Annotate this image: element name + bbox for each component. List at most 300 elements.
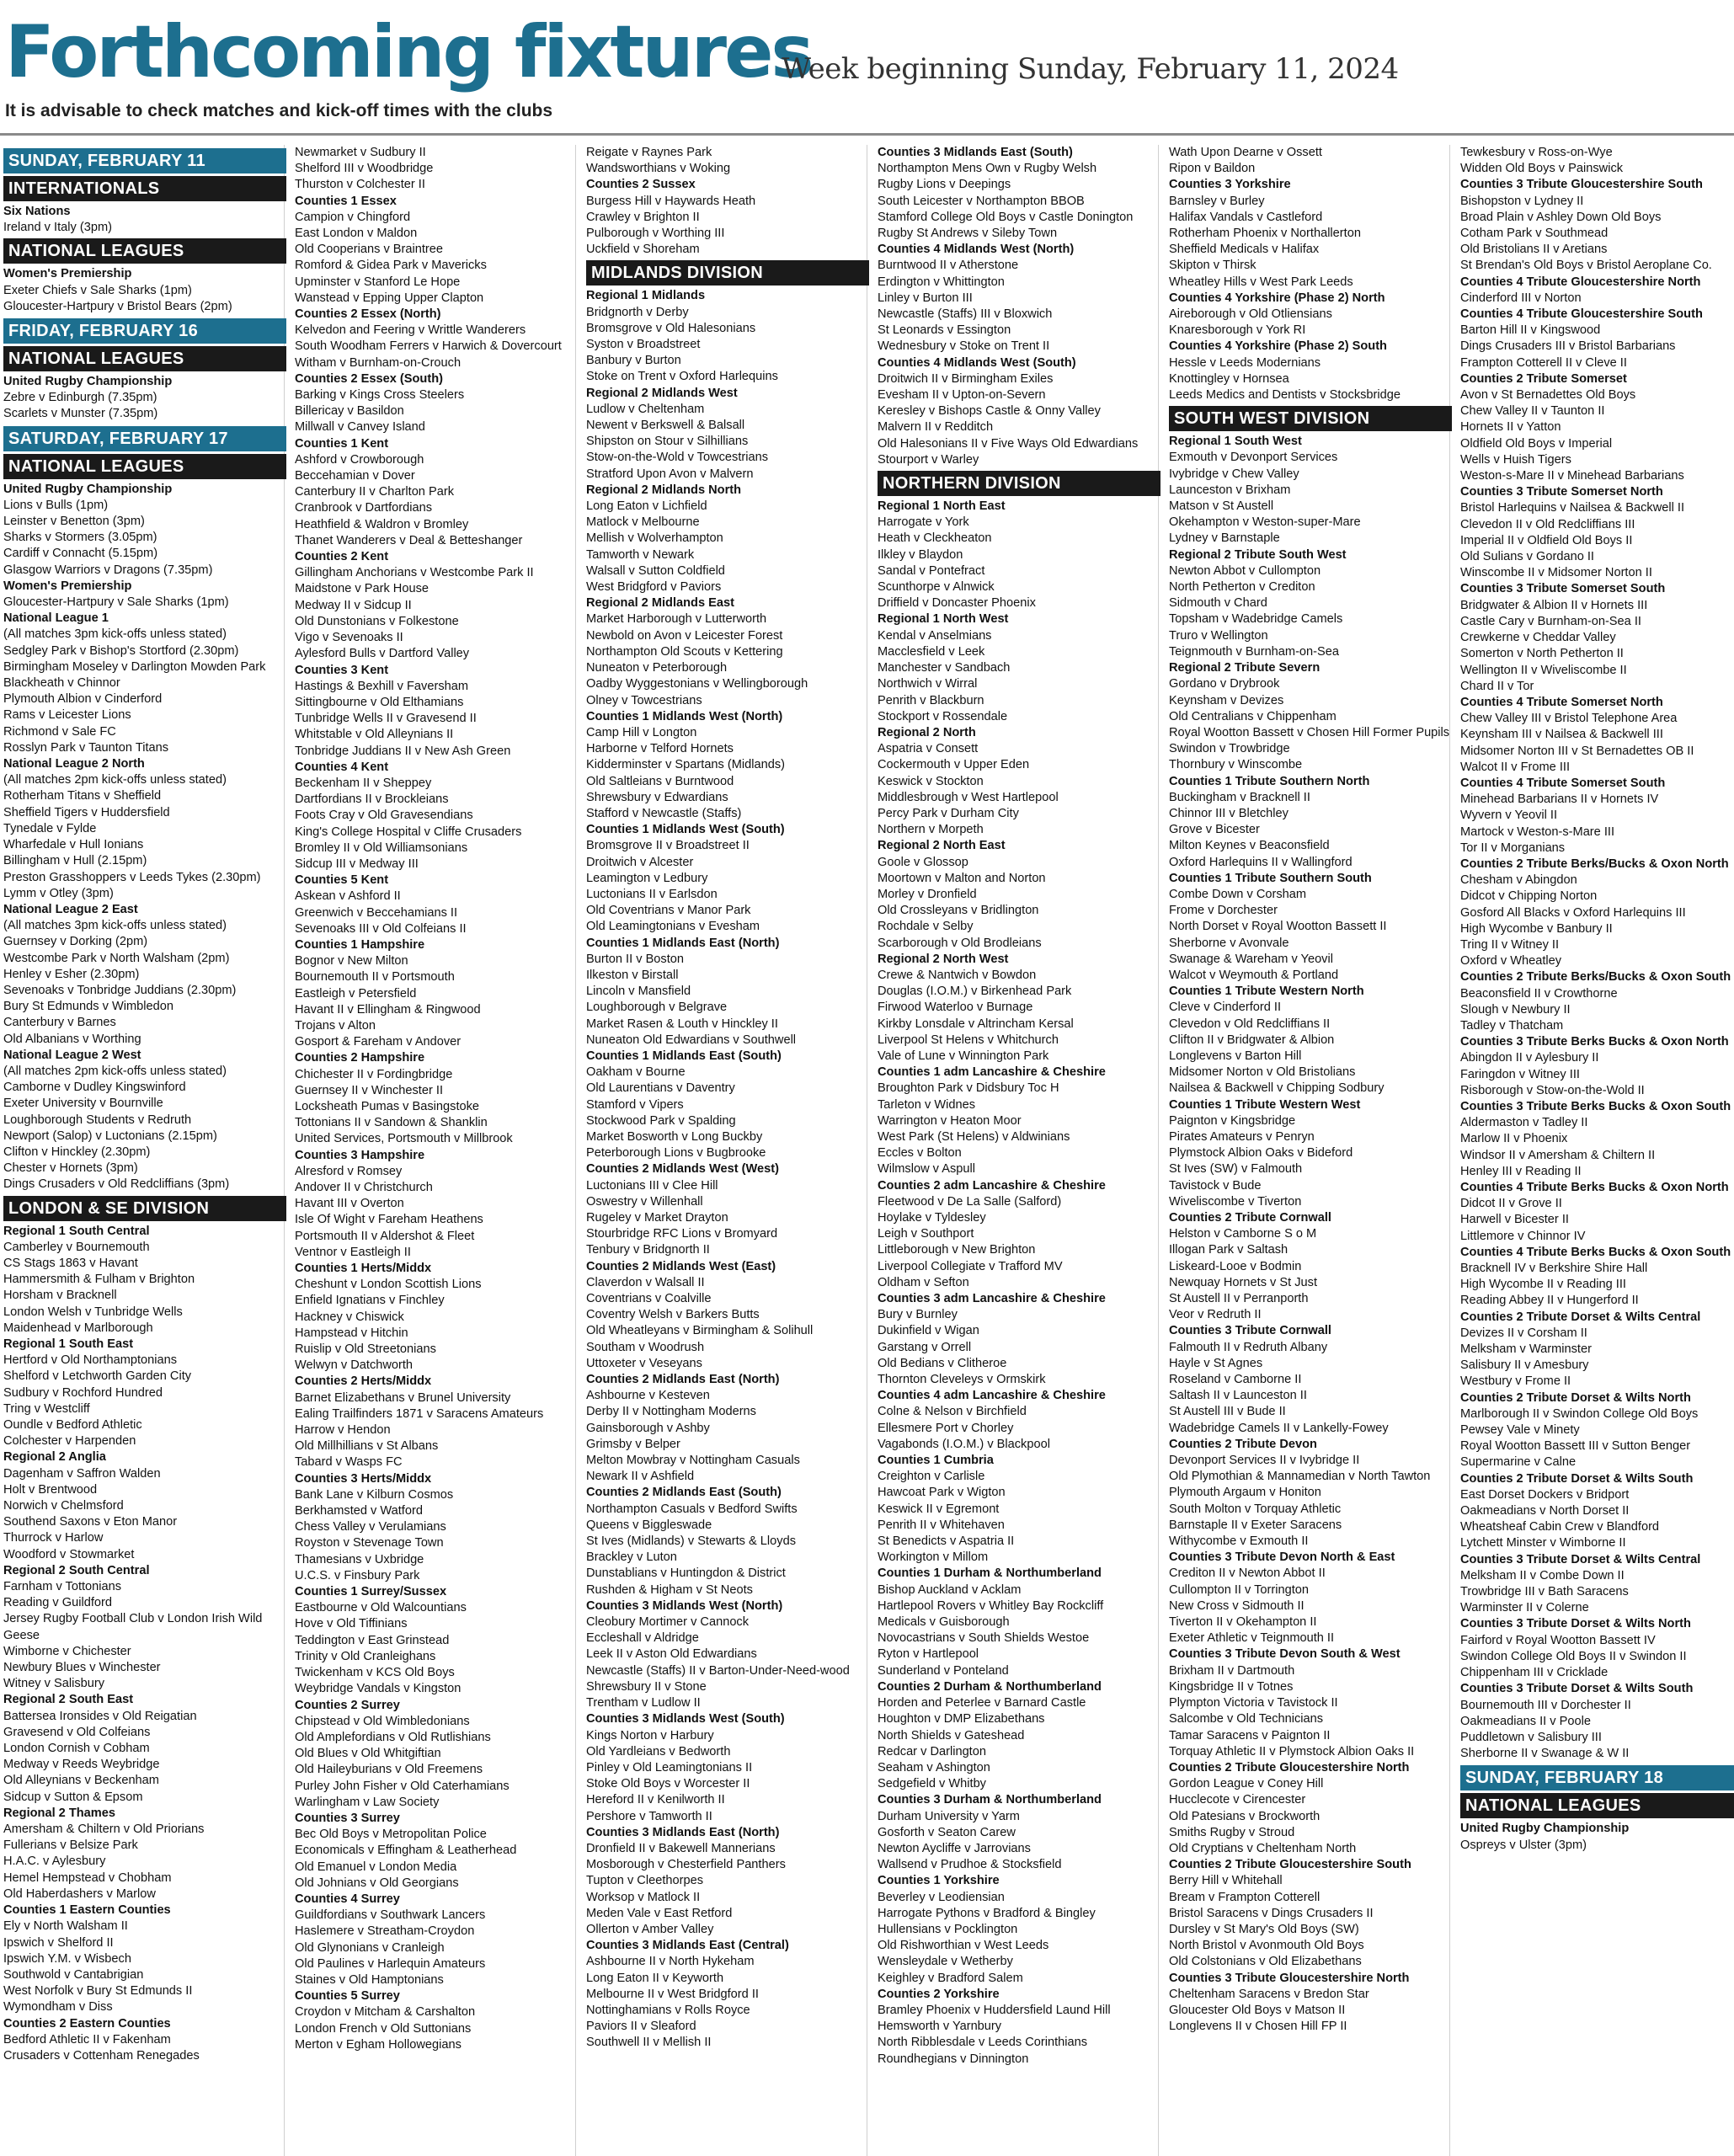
fixture-line: Gordon League v Coney Hill (1169, 1777, 1324, 1791)
fixture-line: Garstang v Orrell (878, 1340, 972, 1354)
fixture-line: Aireborough v Old Otliensians (1169, 307, 1332, 322)
league-heading: Counties 2 Midlands East (South) (586, 1486, 782, 1500)
fixture-line: Fairford v Royal Wootton Bassett IV (1460, 1633, 1656, 1647)
fixture-line: Melksham v Warminster (1460, 1342, 1592, 1357)
league-heading: Counties 4 Tribute Somerset South (1460, 776, 1666, 790)
fixture-line: Bognor v New Milton (295, 954, 408, 969)
fixture-line: Aldermaston v Tadley II (1460, 1116, 1588, 1130)
fixture-line: Cotham Park v Southmead (1460, 227, 1609, 241)
fixture-line: Droitwich v Alcester (586, 855, 694, 869)
fixture-line: Witham v Burnham-on-Crouch (295, 355, 462, 370)
fixture-line: Bec Old Boys v Metropolitan Police (295, 1828, 487, 1842)
fixture-line: Martock v Weston-s-Mare III (1460, 825, 1614, 839)
league-heading: Counties 3 Tribute Devon South & West (1169, 1647, 1401, 1662)
fixture-line: Tring v Westcliff (3, 1401, 90, 1416)
fixture-line: H.A.C. v Aylesbury (3, 1854, 106, 1869)
fixture-line: Gloucester Old Boys v Matson II (1169, 2003, 1346, 2017)
league-heading: Counties 1 Midlands West (North) (586, 709, 783, 723)
fixture-line: Heath v Cleckheaton (878, 531, 992, 546)
league-heading: United Rugby Championship (1460, 1822, 1630, 1836)
league-heading: Counties 3 Tribute Berks Bucks & Oxon South (1460, 1099, 1731, 1113)
fixture-line: North Dorset v Royal Wootton Bassett II (1169, 920, 1387, 934)
fixture-line: Gillingham Anchorians v Westcombe Park II (295, 566, 534, 580)
league-heading: Counties 2 Yorkshire (878, 1987, 1000, 2001)
fixture-line: Saltash II v Launceston II (1169, 1389, 1307, 1403)
fixture-line: Barnet Elizabethans v Brunel University (295, 1390, 511, 1405)
league-heading: Regional 2 Midlands East (586, 596, 734, 611)
fixture-line: Holt v Brentwood (3, 1482, 98, 1497)
league-heading: Regional 2 Tribute Severn (1169, 661, 1321, 675)
day-heading: FRIDAY, FEBRUARY 16 (3, 318, 286, 344)
fixture-line: Sunderland v Ponteland (878, 1663, 1009, 1678)
league-heading: Counties 3 Midlands East (South) (878, 146, 1073, 159)
fixture-line: Novocastrians v South Shields Westoe (878, 1631, 1090, 1646)
league-heading: Six Nations (3, 205, 71, 218)
fixture-line: Rosslyn Park v Taunton Titans (3, 740, 169, 755)
fixture-line: Ospreys v Ulster (3pm) (1460, 1838, 1587, 1852)
fixture-line: Clevedon v Old Redcliffians II (1169, 1017, 1331, 1031)
league-heading: Counties 3 Tribute Dorset & Wilts Central (1460, 1552, 1701, 1566)
fixture-line: Clevedon II v Old Redcliffians III (1460, 517, 1635, 531)
fixture-line: Old Bedians v Clitheroe (878, 1356, 1007, 1370)
fixture-column (1169, 145, 1452, 2156)
fixture-line: Romford & Gidea Park v Mavericks (295, 259, 487, 273)
fixture-line: Rotherham Phoenix v Northallerton (1169, 227, 1361, 241)
fixture-line: Eccleshall v Aldridge (586, 1631, 699, 1646)
fixture-line: North Ribblesdale v Leeds Corinthians (878, 2036, 1088, 2050)
fixture-line: Royal Wootton Bassett v Chosen Hill Former Pupils (1169, 725, 1450, 739)
fixture-line: Guernsey II v Winchester II (295, 1083, 443, 1097)
fixture-line: Claverdon v Walsall II (586, 1275, 705, 1289)
fixture-line: Tunbridge Wells II v Gravesend II (295, 712, 477, 726)
fixture-line: Slough v Newbury II (1460, 1002, 1571, 1017)
fixture-line: Chard II v Tor (1460, 679, 1534, 693)
fixture-line: North Bristol v Avonmouth Old Boys (1169, 1939, 1364, 1953)
fixture-line: Broad Plain v Ashley Down Old Boys (1460, 210, 1662, 224)
fixture-line: Crewkerne v Cheddar Valley (1460, 631, 1616, 645)
fixture-line: Matlock v Melbourne (586, 515, 700, 530)
fixture-line: Hessle v Leeds Modernians (1169, 355, 1321, 370)
fixture-line: Trentham v Ludlow II (586, 1696, 701, 1710)
fixture-line: Enfield Ignatians v Finchley (295, 1294, 445, 1308)
fixture-line: Cleve v Cinderford II (1169, 1001, 1282, 1015)
league-heading: Counties 4 Tribute Berks Bucks & Oxon South (1460, 1245, 1731, 1259)
fixture-line: Chippenham III v Cricklade (1460, 1666, 1609, 1680)
league-heading: Counties 3 Herts/Middx (295, 1471, 432, 1486)
fixture-line: Uttoxeter v Veseyans (586, 1356, 702, 1370)
fixture-line: Glasgow Warriors v Dragons (7.35pm) (3, 563, 213, 577)
section-heading: NORTHERN DIVISION (878, 471, 1160, 496)
fixture-line: Knaresborough v York RI (1169, 323, 1306, 338)
section-heading: NATIONAL LEAGUES (3, 346, 286, 371)
fixture-line: Seaham v Ashington (878, 1760, 990, 1774)
fixture-line: Supermarine v Calne (1460, 1455, 1577, 1470)
league-heading: Counties 3 Midlands East (North) (586, 1825, 780, 1839)
fixture-line: Cullompton II v Torrington (1169, 1582, 1310, 1597)
fixture-line: Leamington v Ledbury (586, 871, 708, 885)
fixture-line: Blackheath v Chinnor (3, 676, 120, 691)
league-heading: Counties 2 Durham & Northumberland (878, 1679, 1102, 1694)
fixture-line: Askean v Ashford II (295, 889, 401, 904)
fixture-line: Alresford v Romsey (295, 1164, 403, 1178)
league-heading: Regional 1 South East (3, 1337, 134, 1351)
fixture-line: Sedgefield v Whitby (878, 1777, 986, 1791)
fixture-line: Uckfield v Shoreham (586, 243, 700, 257)
fixture-line: Lincoln v Mansfield (586, 985, 691, 999)
fixture-line: Oxford v Wheatley (1460, 954, 1562, 969)
fixture-line: Harborne v Telford Hornets (586, 742, 734, 756)
league-heading: Counties 2 Hampshire (295, 1051, 425, 1065)
fixture-line: Tamar Saracens v Paignton II (1169, 1728, 1331, 1742)
fixture-line: Medicals v Guisborough (878, 1615, 1010, 1630)
fixture-line: Camberley v Bournemouth (3, 1240, 150, 1254)
fixture-line: Sheffield Medicals v Halifax (1169, 243, 1320, 257)
fixture-line: Eastleigh v Petersfield (295, 986, 417, 1001)
fixture-line: Ealing Trailfinders 1871 v Saracens Amateurs (295, 1406, 544, 1421)
fixture-line: Scunthorpe v Alnwick (878, 580, 995, 595)
league-heading: Counties 4 Midlands West (North) (878, 243, 1075, 257)
week-beginning: Week beginning Sunday, February 11, 2024 (782, 52, 1399, 86)
fixture-line: Bury St Edmunds v Wimbledon (3, 1000, 173, 1014)
league-heading: Regional 2 North (878, 725, 976, 739)
fixture-line: Leigh v Southport (878, 1227, 974, 1241)
fixture-line: Hove v Old Tiffinians (295, 1617, 408, 1631)
fixture-line: Preston Grasshoppers v Leeds Tykes (2.30pm) (3, 870, 261, 884)
league-heading: Counties 2 Midlands West (West) (586, 1162, 779, 1177)
fixture-line: Horsham v Bracknell (3, 1289, 117, 1303)
league-heading: Regional 2 South East (3, 1693, 134, 1707)
fixture-line: Old Plymothian & Mannamedian v North Tawton (1169, 1470, 1431, 1484)
fixture-line: Wandsworthians v Woking (586, 162, 731, 176)
league-heading: Counties 1 Essex (295, 194, 397, 208)
league-heading: Regional 2 North East (878, 839, 1006, 853)
league-heading: Counties 2 Essex (South) (295, 371, 443, 386)
section-heading: LONDON & SE DIVISION (3, 1196, 286, 1221)
league-heading: Counties 3 Tribute Devon North & East (1169, 1550, 1395, 1565)
fixture-line: St Austell III v Bude II (1169, 1405, 1286, 1419)
league-heading: Counties 3 Yorkshire (1169, 178, 1291, 192)
fixture-line: Sittingbourne v Old Elthamians (295, 695, 464, 709)
fixture-line: Northampton Casuals v Bedford Swifts (586, 1502, 798, 1516)
fixture-line: Old Albanians v Worthing (3, 1032, 141, 1046)
fixture-line: Hartlepool Rovers v Whitley Bay Rockcliff (878, 1598, 1104, 1613)
fixture-line: Weston-s-Mare II v Minehead Barbarians (1460, 469, 1684, 483)
fixture-line: Walcot v Weymouth & Portland (1169, 968, 1339, 982)
fixture-column (586, 145, 869, 2156)
fixture-line: Dronfield II v Bakewell Mannerians (586, 1841, 776, 1855)
fixture-line: Risborough v Stow-on-the-Wold II (1460, 1083, 1645, 1097)
fixture-line: Southwold v Cantabrigian (3, 1967, 144, 1982)
advice-note: It is advisable to check matches and kick-off times with the clubs (5, 101, 553, 120)
fixture-line: Morley v Dronfield (878, 887, 977, 901)
fixture-line: Cinderford III v Norton (1460, 291, 1582, 305)
fixture-line: Newbury Blues v Winchester (3, 1661, 161, 1675)
league-heading: United Rugby Championship (3, 482, 173, 496)
league-heading: Counties 2 Essex (North) (295, 307, 441, 322)
league-heading: Regional 2 South Central (3, 1563, 150, 1577)
fixture-line: Twickenham v KCS Old Boys (295, 1666, 455, 1680)
league-heading: Counties 2 Tribute Berks/Bucks & Oxon South (1460, 970, 1731, 985)
league-heading: Counties 1 Durham & Northumberland (878, 1566, 1102, 1581)
fixture-line: Weybridge Vandals v Kingston (295, 1682, 462, 1696)
fixture-line: Tavistock v Bude (1169, 1178, 1262, 1193)
fixture-line: Falmouth II v Redruth Albany (1169, 1340, 1328, 1354)
fixture-line: Oldham v Sefton (878, 1275, 969, 1289)
fixture-line: Nailsea & Backwell v Chipping Sodbury (1169, 1081, 1385, 1096)
fixture-line: Locksheath Pumas v Basingstoke (295, 1099, 480, 1113)
league-heading: Regional 1 South Central (3, 1224, 150, 1238)
fixture-line: Worksop v Matlock II (586, 1890, 701, 1904)
fixture-line: Gloucester-Hartpury v Sale Sharks (1pm) (3, 595, 229, 610)
fixture-line: Zebre v Edinburgh (7.35pm) (3, 391, 157, 405)
league-heading: Women's Premiership (3, 579, 132, 593)
league-heading: Counties 3 Tribute Gloucestershire North (1169, 1971, 1410, 1985)
fixture-line: Windsor II v Amersham & Chiltern II (1460, 1148, 1656, 1162)
league-heading: Counties 4 Tribute Gloucestershire South (1460, 307, 1703, 322)
fixture-line: High Wycombe v Banbury II (1460, 921, 1613, 936)
fixture-line: Ashbourne v Kesteven (586, 1389, 710, 1403)
fixture-line: Fullerians v Belsize Park (3, 1838, 138, 1853)
league-heading: Counties 2 Tribute Gloucestershire South (1169, 1858, 1411, 1872)
league-heading: Counties 5 Kent (295, 873, 389, 888)
fixture-line: Abingdon II v Aylesbury II (1460, 1051, 1599, 1065)
fixture-line: Bristol Harlequins v Nailsea & Backwell II (1460, 501, 1685, 515)
fixture-line: Rugeley v Market Drayton (586, 1211, 728, 1225)
section-heading: NATIONAL LEAGUES (3, 238, 286, 264)
fixture-line: Loughborough Students v Redruth (3, 1113, 192, 1127)
fixture-line: Shrewsbury II v Stone (586, 1679, 707, 1694)
fixture-line: Croydon v Mitcham & Carshalton (295, 2005, 476, 2020)
fixture-line: Gosford All Blacks v Oxford Harlequins III (1460, 905, 1686, 920)
fixture-line: Whitstable v Old Alleynians II (295, 728, 454, 742)
fixture-line: Berry Hill v Whitehall (1169, 1874, 1283, 1888)
fixture-line: Lytchett Minster v Wimborne II (1460, 1536, 1626, 1550)
fixture-line: London Cornish v Cobham (3, 1742, 150, 1756)
fixture-line: Henley III v Reading II (1460, 1164, 1582, 1178)
fixture-line: Halifax Vandals v Castleford (1169, 210, 1323, 224)
fixture-line: Tenbury v Bridgnorth II (586, 1243, 710, 1257)
fixture-line: Old Cryptians v Cheltenham North (1169, 1841, 1357, 1855)
fixture-line: Swindon College Old Boys II v Swindon II (1460, 1649, 1687, 1663)
fixture-line: Westcombe Park v North Walsham (2pm) (3, 951, 230, 965)
fixture-line: Warlingham v Law Society (295, 1795, 440, 1809)
fixture-line: King's College Hospital v Cliffe Crusaders (295, 825, 522, 839)
fixture-line: Longlevens v Barton Hill (1169, 1049, 1302, 1063)
fixture-line: Newton Abbot v Cullompton (1169, 563, 1321, 578)
fixture-line: Ventnor v Eastleigh II (295, 1245, 411, 1259)
fixture-line: Eastbourne v Old Walcountians (295, 1601, 467, 1615)
fixture-line: Hayle v St Agnes (1169, 1356, 1263, 1370)
fixture-line: Keynsham III v Nailsea & Backwell III (1460, 728, 1663, 742)
fixture-line: Marlborough II v Swindon College Old Boys (1460, 1406, 1699, 1421)
fixture-line: Leek II v Aston Old Edwardians (586, 1647, 757, 1662)
fixture-line: Melbourne II v West Bridgford II (586, 1987, 759, 2001)
fixture-line: Barton Hill II v Kingswood (1460, 323, 1601, 338)
league-heading: Counties 1 Surrey/Sussex (295, 1585, 447, 1599)
fixture-line: Northern v Morpeth (878, 823, 984, 837)
fixture-line: Old Crossleyans v Bridlington (878, 904, 1039, 918)
fixture-line: Hawcoat Park v Wigton (878, 1486, 1006, 1500)
fixture-line: Crusaders v Cottenham Renegades (3, 2048, 200, 2063)
fixture-line: Wanstead v Epping Upper Clapton (295, 291, 484, 305)
fixture-line: (All matches 2pm kick-offs unless stated) (3, 1064, 227, 1078)
fixture-line: Medway II v Sidcup II (295, 598, 412, 612)
fixture-line: Smiths Rugby v Stroud (1169, 1825, 1295, 1839)
fixture-line: Old Emanuel v London Media (295, 1860, 457, 1874)
fixture-line: Tonbridge Juddians II v New Ash Green (295, 744, 511, 758)
fixture-line: Old Haberdashers v Marlow (3, 1886, 156, 1901)
fixture-line: Stoke Old Boys v Worcester II (586, 1777, 750, 1791)
fixture-line: Southwell II v Mellish II (586, 2036, 712, 2050)
fixture-line: Camp Hill v Longton (586, 725, 697, 739)
fixture-line: Percy Park v Durham City (878, 806, 1019, 820)
fixture-line: Bramley Phoenix v Huddersfield Laund Hill (878, 2003, 1111, 2017)
fixture-line: Middlesbrough v West Hartlepool (878, 790, 1059, 804)
fixture-line: Kirkby Lonsdale v Altrincham Kersal (878, 1017, 1074, 1031)
fixture-line: Devonport Services II v Ivybridge II (1169, 1454, 1360, 1468)
fixture-line: Littleborough v New Brighton (878, 1243, 1036, 1257)
fixture-line: Helston v Camborne S o M (1169, 1227, 1317, 1241)
fixture-line: Ivybridge v Chew Valley (1169, 467, 1299, 481)
fixture-line: Old Bristolians II v Aretians (1460, 243, 1608, 257)
fixture-line: Kidderminster v Spartans (Midlands) (586, 758, 786, 772)
fixture-line: Buckingham v Bracknell II (1169, 790, 1310, 804)
fixture-line: Evesham II v Upton-on-Severn (878, 388, 1046, 403)
fixture-line: High Wycombe II v Reading III (1460, 1278, 1626, 1292)
fixture-line: Workington v Millom (878, 1550, 989, 1565)
fixture-line: Thornbury v Winscombe (1169, 758, 1303, 772)
fixture-line: Oakmeadians v North Dorset II (1460, 1504, 1630, 1518)
fixture-line: Roundhegians v Dinnington (878, 2052, 1029, 2066)
league-heading: Counties 4 Midlands West (South) (878, 355, 1076, 370)
fixture-line: Farnham v Tottonians (3, 1580, 122, 1594)
league-heading: Regional 2 North West (878, 952, 1009, 966)
fixture-line: Linley v Burton III (878, 291, 973, 305)
fixture-line: Chester v Hornets (3pm) (3, 1161, 138, 1176)
fixture-line: Old Colstonians v Old Elizabethans (1169, 1955, 1362, 1969)
fixture-line: Exmouth v Devonport Services (1169, 451, 1338, 465)
fixture-line: Wallsend v Prudhoe & Stocksfield (878, 1858, 1062, 1872)
fixture-line: Tottonians II v Sandown & Shanklin (295, 1116, 488, 1130)
fixture-line: Old Leamingtonians v Evesham (586, 920, 760, 934)
fixture-line: Newcastle (Staffs) III v Bloxwich (878, 307, 1053, 322)
league-heading: Counties 2 Tribute Dorset & Wilts South (1460, 1471, 1694, 1486)
fixture-line: Paignton v Kingsbridge (1169, 1113, 1296, 1128)
fixture-line: Crediton II v Newton Abbot II (1169, 1566, 1326, 1581)
fixture-line: Luctonians II v Earlsdon (586, 887, 718, 901)
fixture-line: Peterborough Lions v Bugbrooke (586, 1146, 766, 1161)
fixture-line: Norwich v Chelmsford (3, 1499, 124, 1513)
fixture-line: Ilkley v Blaydon (878, 547, 963, 562)
fixture-line: St Austell II v Perranporth (1169, 1292, 1309, 1306)
league-heading: Counties 4 Yorkshire (Phase 2) North (1169, 291, 1385, 305)
fixture-line: Frampton Cotterell II v Cleve II (1460, 355, 1627, 370)
league-heading: Counties 2 Tribute Berks/Bucks & Oxon North (1460, 857, 1729, 871)
fixture-line: Grimsby v Belper (586, 1437, 680, 1451)
fixture-line: West Bridgford v Paviors (586, 580, 722, 595)
fixture-line: Pewsey Vale v Minety (1460, 1423, 1580, 1438)
league-heading: Counties 1 Cumbria (878, 1454, 994, 1468)
fixture-line: Ollerton v Amber Valley (586, 1922, 714, 1936)
fixture-line: Tabard v Wasps FC (295, 1455, 403, 1470)
fixture-line: Barking v Kings Cross Steelers (295, 388, 465, 403)
fixture-line: Tiverton II v Okehampton II (1169, 1615, 1317, 1630)
league-heading: Counties 1 Midlands East (North) (586, 936, 780, 950)
fixture-line: Kendal v Anselmians (878, 628, 992, 643)
fixture-line: Truro v Wellington (1169, 628, 1268, 643)
fixture-line: Trinity v Old Cranleighans (295, 1649, 436, 1663)
fixture-line: Newcastle (Staffs) II v Barton-Under-Need-wood (586, 1663, 850, 1678)
fixture-line: Gloucester-Hartpury v Bristol Bears (2pm) (3, 299, 232, 313)
league-heading: Regional 1 Midlands (586, 289, 706, 303)
fixture-line: Tamworth v Newark (586, 547, 695, 562)
league-heading: Regional 2 Midlands West (586, 386, 738, 400)
fixture-line: Ryton v Hartlepool (878, 1647, 979, 1662)
fixture-line: Old Cooperians v Braintree (295, 243, 444, 257)
fixture-line: Old Haileyburians v Old Freemens (295, 1763, 483, 1777)
fixture-line: Penrith II v Whitehaven (878, 1518, 1005, 1532)
league-heading: Counties 2 adm Lancashire & Cheshire (878, 1178, 1106, 1193)
fixture-line: Topsham v Wadebridge Camels (1169, 612, 1343, 627)
fixture-line: Sevenoaks III v Old Colfeians II (295, 921, 467, 936)
league-heading: Counties 3 Tribute Dorset & Wilts North (1460, 1617, 1691, 1631)
fixture-line: Trowbridge III v Bath Saracens (1460, 1585, 1629, 1599)
fixture-line: Rochdale v Selby (878, 920, 974, 934)
fixture-line: Teddington v East Grinstead (295, 1633, 450, 1647)
fixture-line: Pershore v Tamworth II (586, 1809, 712, 1823)
fixture-line: Puddletown v Salisbury III (1460, 1730, 1602, 1744)
fixture-line: Winscombe II v Midsomer Norton II (1460, 566, 1652, 580)
section-heading: MIDLANDS DIVISION (586, 260, 869, 286)
league-heading: Counties 2 Midlands East (North) (586, 1373, 780, 1387)
fixture-line: Frome v Dorchester (1169, 904, 1278, 918)
fixture-line: Hereford II v Kenilworth II (586, 1793, 725, 1807)
fixture-line: Old Millhillians v St Albans (295, 1439, 439, 1454)
fixture-line: Bank Lane v Kilburn Cosmos (295, 1487, 454, 1502)
fixture-line: Old Alleynians v Beckenham (3, 1774, 159, 1788)
fixture-line: Maidstone v Park House (295, 582, 429, 596)
fixture-line: Gainsborough v Ashby (586, 1421, 710, 1435)
fixture-line: Wheatley Hills v West Park Leeds (1169, 275, 1353, 289)
fixture-line: Gosforth v Seaton Carew (878, 1825, 1016, 1839)
fixture-line: Clifton II v Bridgwater & Albion (1169, 1033, 1335, 1047)
fixture-line: Campion v Chingford (295, 210, 411, 224)
fixture-line: Colne & Nelson v Birchfield (878, 1405, 1027, 1419)
fixture-line: Gravesend v Old Colfeians (3, 1725, 151, 1739)
fixture-line: St Leonards v Essington (878, 323, 1011, 338)
fixture-line: Dartfordians II v Brockleians (295, 792, 449, 807)
fixture-line: Long Eaton v Lichfield (586, 499, 707, 514)
fixture-line: Trojans v Alton (295, 1018, 376, 1033)
section-heading: INTERNATIONALS (3, 176, 286, 201)
league-heading: Counties 2 Herts/Middx (295, 1374, 432, 1389)
fixture-line: Ashbourne II v North Hykeham (586, 1955, 755, 1969)
fixture-line: Redcar v Darlington (878, 1744, 986, 1758)
fixture-line: Andover II v Christchurch (295, 1181, 433, 1194)
fixture-line: Thurrock v Harlow (3, 1531, 104, 1545)
fixture-line: Tewkesbury v Ross-on-Wye (1460, 146, 1613, 159)
league-heading: Counties 4 Tribute Somerset North (1460, 695, 1663, 709)
fixture-line: Upminster v Stanford Le Hope (295, 275, 461, 289)
fixture-line: Old Amplefordians v Old Rutlishians (295, 1730, 491, 1744)
fixture-line: Shipston on Stour v Silhillians (586, 435, 749, 449)
fixture-line: Bromsgrove v Old Halesonians (586, 321, 756, 335)
fixture-line: Old Glynonians v Cranleigh (295, 1940, 445, 1955)
league-heading: Counties 1 Midlands West (South) (586, 823, 785, 837)
fixture-line: Crewe & Nantwich v Bowdon (878, 968, 1037, 982)
fixture-line: Staines v Old Hamptonians (295, 1972, 444, 1987)
fixture-line: Stafford v Newcastle (Staffs) (586, 806, 742, 820)
